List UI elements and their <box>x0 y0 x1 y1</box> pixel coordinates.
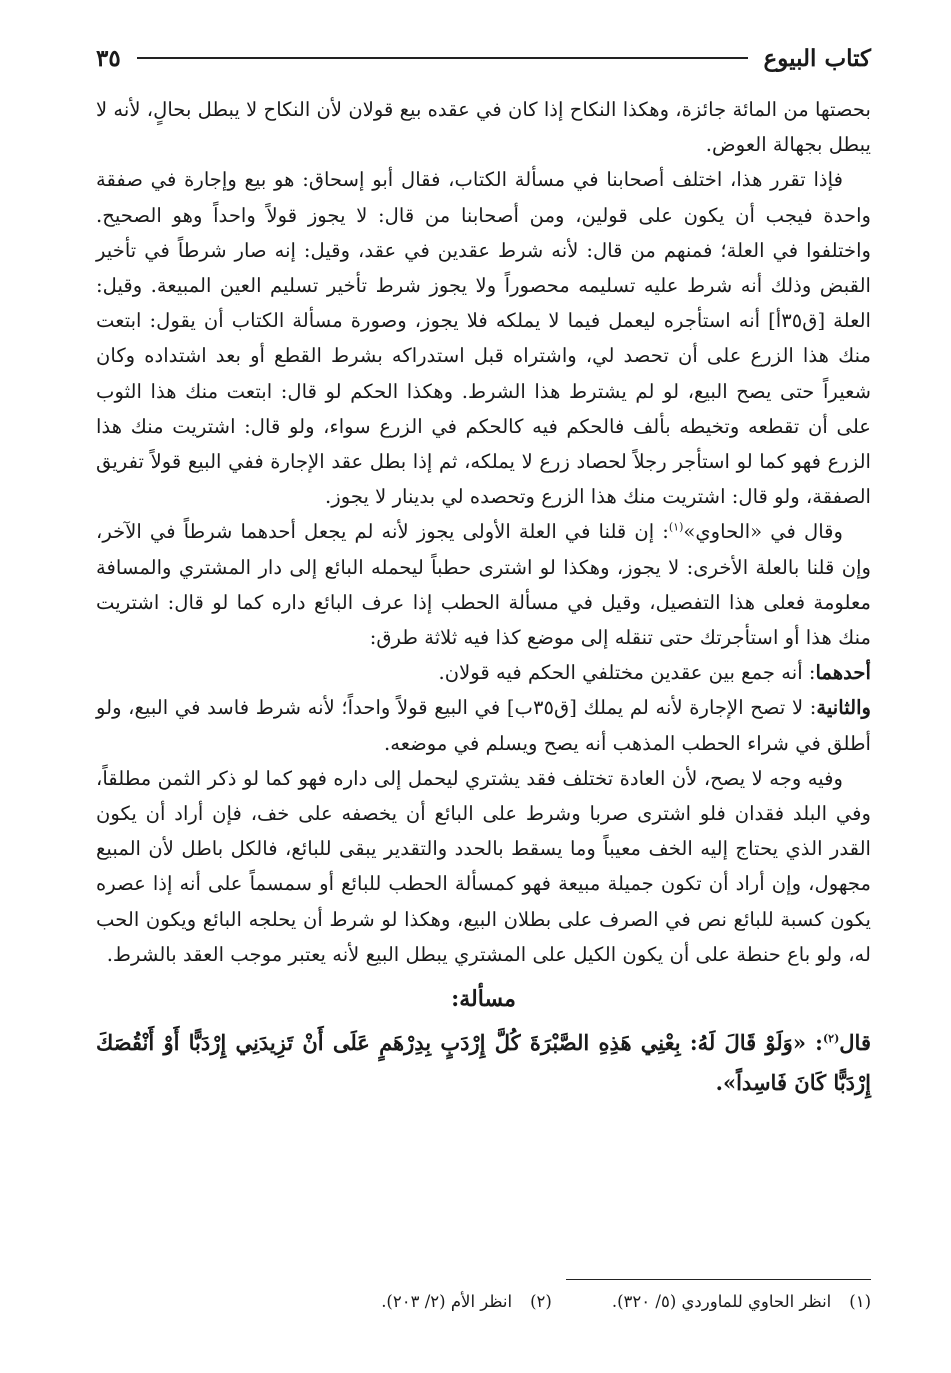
paragraph-2: فإذا تقرر هذا، اختلف أصحابنا في مسألة الكتاب، فقال أبو إسحاق: هو بيع وإجارة في صفقة واحدة فيجب أن يكون على قولين، ومن أصحابنا من قال: لا يجوز قولاً واحداً وهو الصحيح. واختلفوا في العلة؛ فمنهم من قال: لأنه شرط عقدين في عقد، وقيل: إنه صار شرطاً في تأخير القبض وذلك أنه شرط عليه تسليمه محصوراً ولا يجوز شرط تأخير تسليم العين المبيعة. وقيل: العلة [ق٣٥أ] أنه استأجره ليعمل فيما لا يملكه فلا يجوز، وصورة مسألة الكتاب أن يقول: ابتعت منك هذا الزرع على أن تحصد لي، واشتراه قبل استدراكه بشرط القطع أو بعد اشتداده وكان شعيراً حتى يصح البيع، لو لم يشترط هذا الشرط. وهكذا الحكم لو قال: ابتعت منك هذا الثوب على أن تقطعه وتخيطه بألف فالحكم فيه كالحكم في الزرع سواء، ولو قال: اشتريت منك هذا الزرع فهو كما لو استأجر رجلاً لحصاد زرع لا يملكه، ثم إذا بطل عقد الإجارة ففي البيع قولاً تفريق الصفقة، ولو قال: اشتريت منك هذا الزرع وتحصده لي بدينار لا يجوز. <box>96 168 872 509</box>
paragraph-last: وفيه وجه لا يصح، لأن العادة تختلف فقد يشتري ليحمل إلى داره فهو كما لو ذكر الثمن مطلقاً، وفي البلد فقدان فلو اشترى صربا وشرط على البائع أن يخصفه على خف، فإن أراد أن يكون القدر الذي يحتاج إليه الخف معيباً وما يسقط بالحدد والتقدير يبقى للبائع، فالكل باطل لأن المبيع مجهول، وإن أراد أن تكون جميلة مبيعة فهو كمسألة الحطب للبائع أو سمسماً على أنه إذا عصره يكون كسبة للبائع نص في الصرف على بطلان البيع، وهكذا لو شرط أن يحلجه البائع ويكون الحب له، ولو باع حنطة على أن يكون الكيل على المشتري يبطل البيع لأنه يعتبر موجب العقد بالشرط. <box>96 766 871 966</box>
footnote-2-text: انظر الأم (٢/ ٢٠٣). <box>381 1292 513 1311</box>
hawi-before: وقال في «الحاوي» <box>683 520 844 544</box>
paragraph-hawi <box>96 514 871 655</box>
label-first: أحدهما <box>815 661 871 685</box>
footnotes <box>96 1292 871 1311</box>
footnote-1-text: انظر الحاوي للماوردي (٥/ ٣٢٠). <box>611 1292 832 1311</box>
first-way-text: : أنه جمع بين عقدين مختلفي الحكم فيه قولان. <box>438 661 816 685</box>
hawi-after: : إن قلنا في العلة الأولى يجوز لأنه لم يجعل أحدهما شرطاً في الآخر، وإن قلنا بالعلة الأخرى: لا يجوز، وهكذا لو اشترى حطباً ليحمله البائع إلى دار المشتري والمسافة معلومة فعلى هذا التفصيل، وقيل في مسألة الحطب إذا عرف البائع داره كما لو قال: اشتريت منك هذا أو استأجرتك حتى تنقله إلى موضع كذا فيه ثلاثة طرق: <box>96 520 871 650</box>
footnote-2-number: (٢) <box>530 1292 552 1311</box>
footnote-rule <box>566 1279 871 1280</box>
footnote-1-number: (١) <box>849 1292 871 1311</box>
footnote-1 <box>612 1292 871 1311</box>
second-way-text: : لا تصح الإجارة لأنه لم يملك [ق٣٥ب] في البيع قولاً واحداً؛ لأنه شرط فاسد في البيع، ولو أطلق في شراء الحطب المذهب أنه يصح ويسلم في موضعه. <box>96 696 871 755</box>
section-heading: مسألة: <box>451 986 516 1013</box>
running-header <box>96 40 871 76</box>
quote-text: : «وَلَوْ قَالَ لَهُ: بِعْنِي هَذِهِ الصَّبْرَةَ كُلَّ إِرْدَبٍ بِدِرْهَمٍ عَلَى أَنْ تَزِيدَنِي إِرْدَبًّا أَوْ أَنْقُصَكَ إِرْدَبًّا كَانَ فَاسِداً». <box>96 1030 871 1096</box>
paragraph-second-way <box>96 690 871 760</box>
quote-prefix: قال <box>839 1030 871 1056</box>
header-rule <box>137 57 748 59</box>
paragraph-1: بحصتها من المائة جائزة، وهكذا النكاح إذا كان في عقده بيع قولان لأن النكاح لا يبطل بحالٍ، لأنه لا يبطل بجهالة العوض. <box>96 98 871 157</box>
paragraph-first-way <box>96 655 871 690</box>
chapter-title: كتاب البيوع <box>763 44 871 72</box>
quote-paragraph <box>96 1023 871 1103</box>
label-second: والثانية <box>816 696 871 720</box>
footnote-ref-1: (١) <box>668 520 684 534</box>
page-number: ٣٥ <box>96 44 121 72</box>
main-text <box>96 92 871 1103</box>
footnote-2 <box>381 1292 552 1311</box>
footnote-ref-2: (٢) <box>822 1032 840 1046</box>
